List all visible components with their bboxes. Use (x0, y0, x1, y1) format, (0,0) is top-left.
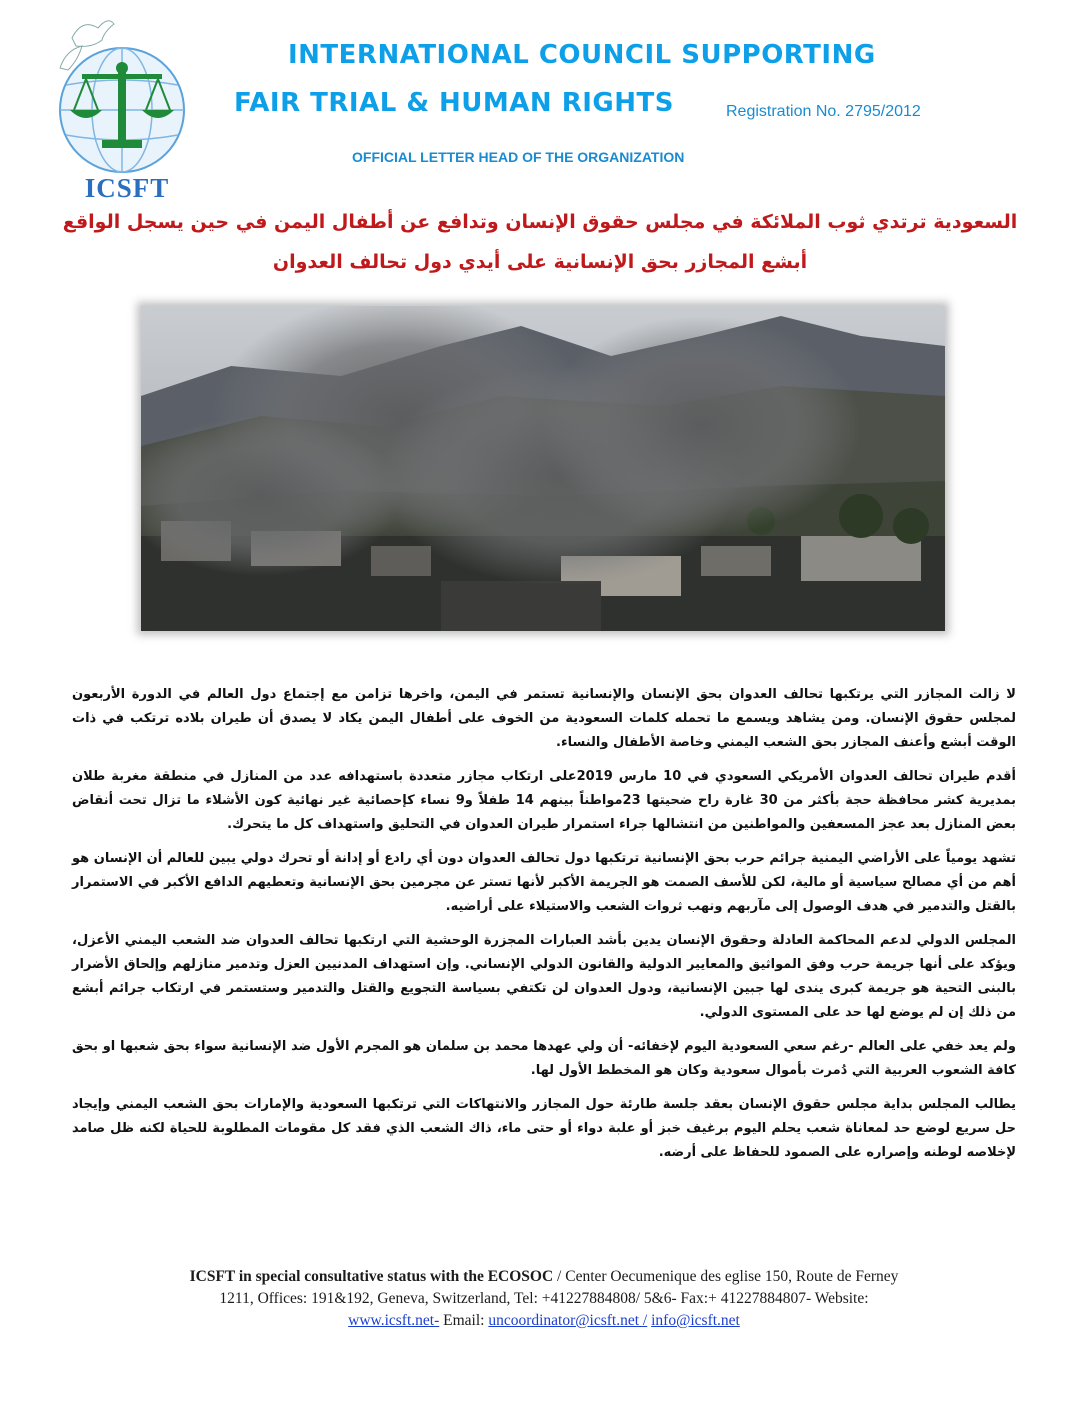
consultative-status: ICSFT in special consultative status with the ECOSOC (189, 1268, 554, 1285)
footer-line3 (60, 1310, 1028, 1332)
footer-line1 (60, 1266, 1028, 1288)
email-link-coordinator[interactable]: uncoordinator@icsft.net / (488, 1312, 648, 1329)
scales-globe-logo-icon (52, 10, 192, 180)
logo-text: ICSFT (84, 173, 170, 203)
organization-logo (52, 10, 192, 206)
paragraph: تشهد يومياً على الأراضي اليمنية جرائم حرب بحق الإنسانية ترتكبها دول تحالف العدوان دون أي رادع أو إدانة أو تحرك دولي يبين للعالم أن الإنسان هو أهم من أي مصالح سياسية أو مالية، لكن للأسف الصمت هو الجريمة الأكبر لأنها تستر عن مجرمين بحق الإنسانية وتعطيهم الدافع الأكبر في الاستمرار بالقتل والتدمير في هدف الوصول إلى مآربهم ونهب ثروات الشعب والاستيلاء على أراضيه. (72, 851, 1016, 914)
email-link-info[interactable]: info@icsft.net (651, 1312, 740, 1329)
email-label: Email: (439, 1312, 489, 1329)
paragraph: المجلس الدولي لدعم المحاكمة العادلة وحقوق الإنسان يدين بأشد العبارات المجزرة الوحشية التي ارتكبها تحالف العدوان ضد الشعب اليمني الأعزل، ويؤكد على أنها جريمة حرب وفق المواثيق والمعايير الدولية والقانون الدولي الإنساني. وإن استهداف المدنيين العزل وتدمير منازلهم وإلحاق الأضرار بالبنى التحية هو جريمة كبرى يندى لها جبين الإنسانية، ودول العدوان لن تكتفي بسياسة التجويع والقتل والتدمير وستستمر في ارتكاب جرائم أبشع من ذلك إن لم يوضع لها حد على المستوى الدولي. (72, 933, 1016, 1020)
article-body (72, 683, 1016, 1175)
organization-name-line1: INTERNATIONAL COUNCIL SUPPORTING (288, 40, 876, 70)
official-letterhead-label: OFFICIAL LETTER HEAD OF THE ORGANIZATION (352, 149, 685, 165)
website-link[interactable]: www.icsft.net- (348, 1312, 440, 1329)
paragraph: ولم يعد خفي على العالم -رغم سعي السعودية اليوم لإخفائه- أن ولي عهدها محمد بن سلمان هو المجرم الأول ضد الإنسانية سواء بحق شعبها او بحق كافة الشعوب العربية التي دُمرت بأموال سعودية وكان هو المخطط الأول لها. (72, 1039, 1016, 1078)
airstrike-smoke-photo (141, 306, 945, 631)
headline-line1: السعودية ترتدي ثوب الملائكة في مجلس حقوق الإنسان وتدافع عن أطفال اليمن في حين يسجل الواقع (62, 211, 1018, 233)
paragraph: لا زالت المجازر التي يرتكبها تحالف العدوان بحق الإنسان والإنسانية تستمر في اليمن، واخرها تزامن مع إجتماع دول العالم في الدورة الأربعون لمجلس حقوق الإنسان. ومن يشاهد ويسمع ما تحمله كلمات السعودية من الخوف على أطفال اليمن يكاد لا يصدق أن طيران بلاده ترتكب في ذات الوقت أبشع وأعنف المجازر بحق الشعب اليمني وخاصة الأطفال والنساء. (72, 687, 1016, 750)
organization-name-line2: FAIR TRIAL & HUMAN RIGHTS (234, 88, 674, 118)
paragraph: يطالب المجلس بداية مجلس حقوق الإنسان بعقد جلسة طارئة حول المجازر والانتهاكات التي ترتكبها السعودية والإمارات بحق الشعب اليمني وإيجاد حل سريع لوضع حد لمعاناة شعب يحلم اليوم برغيف خبز أو علبة دواء أو حتى ماء، ذاك الشعب الذي فقد كل مقومات المطلوبة للحياة لكنه ظل صامد لإخلاصه لوطنه وإصراره على الصمود للحفاظ على أرضه. (72, 1097, 1016, 1160)
footer-line2: 1211, Offices: 191&192, Geneva, Switzerland, Tel: +41227884808/ 5&6- Fax:+ 41227884807- Website: (219, 1290, 869, 1307)
registration-number: Registration No. 2795/2012 (726, 103, 921, 120)
paragraph: أقدم طيران تحالف العدوان الأمريكي السعودي في 10 مارس 2019على ارتكاب مجازر متعددة باستهدافه عدد من المنازل في منطقة مغربة طلان بمديرية كشر محافظة حجة بأكثر من 30 غارة راح ضحيتها 23مواطناً بينهم 14 طفلاً و9 نساء كإحصائية غير نهائية كون الأشلاء ما تزال تحت أنقاض بعض المنازل بعد عجز المسعفين والمواطنين من انتشالها جراء استمرار طيران العدوان في التحليق واستهداف كل ما يتحرك. (72, 769, 1017, 832)
headline-line2: أبشع المجازر بحق الإنسانية على أيدي دول تحالف العدوان (272, 251, 808, 273)
address-part1: / Center Oecumenique des eglise 150, Route de Ferney (553, 1268, 899, 1285)
smoke-scene-image (141, 306, 945, 631)
letterhead-footer (60, 1266, 1028, 1332)
